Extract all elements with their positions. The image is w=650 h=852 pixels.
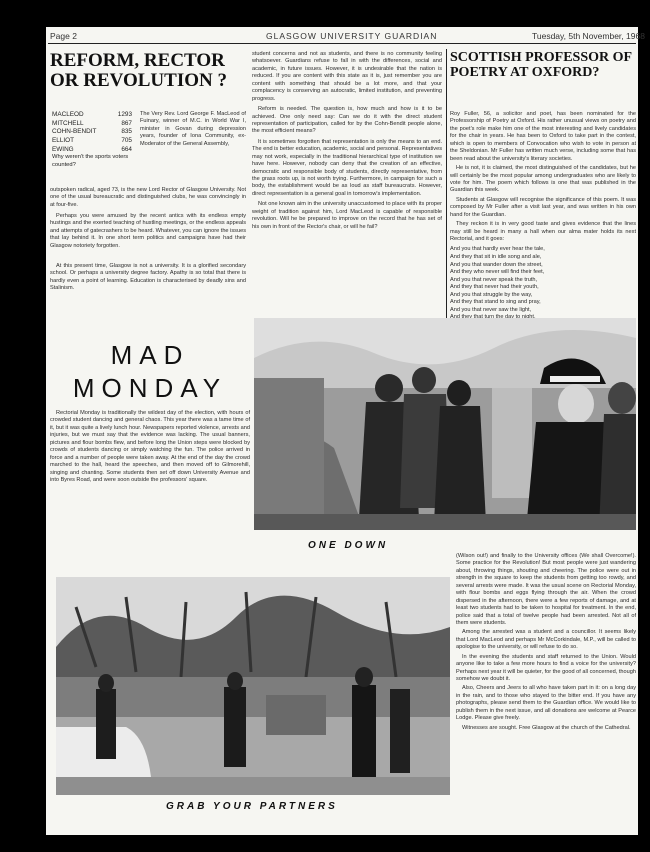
poem-line: And they that stand to sing and pray, [450,299,541,306]
mad-monday-paragraph: (Wilson out!) and finally to the University offices (We shall Overcome!). Some practice for the Revolution! But most people were just wandering about, throwing things, shouting and cheering. The police were out in strength in the square to keep the students from getting too rowdy, and several arrests were made. It was the usual scene on Rectorial Monday, with flour bombs and eggs flying through the air. When the crowd dispersed in the afternoon, there were a few reports of damage, and at least two students had to be taken to hospital for treatment. In the end, police said that a total of twelve people had been arrested. Not all of them were students. [456,553,636,626]
header-rule [48,43,636,44]
mad-monday-paragraph: In the evening the students and staff returned to the Union. Would anyone like to take a few more hours to find a voice for the university? Perhaps next year it will be quieter, for the good of all concerned, though somehow we doubt it. [456,653,636,682]
mad-monday-column-2 [456,553,636,831]
newspaper-page [46,27,645,835]
poem-line: And you that wander down the street, [450,261,543,268]
poem-line: And they that sit in idle song and ale, [450,253,542,260]
vote-table [52,111,132,169]
mad-monday-paragraph: Witnesses are sought. Free Glasgow at the church of the Cathedral. [462,724,631,731]
reform-paragraph: Not one known aim in the university unaccustomed to place with its proper weight of tradition against him, Lord MacLeod is capable of responsible revolution. Will he be prepared to improve on the record that he has set of his own in front of the Rector's chair, or will he fail? [252,201,442,230]
votes-note: Why weren't the sports voters counted? [52,154,129,168]
reform-paragraph: Reform is needed. The question is, how much and how is it to be achieved. One only need say: Can we do it with the direct student representation of participation, called for by the Cohn-Bendit people alone, the most efficient means? [252,106,442,135]
scottish-headline: SCOTTISH PROFESSOR OF POETRY AT OXFORD? [450,50,632,80]
poem-line: And you that never speak the truth, [450,276,538,283]
mad-monday-paragraph: Rectorial Monday is traditionally the wildest day of the election, with hours of crowded student dancing and general chaos. This year there was a tame time of it, but it was quite a lively lunch hour. Newspapers reported violence, arrests and injuries, but we must say that the evidence was lacking. The usual banners, pictures and flour bombs flew, and before long the Union steps were blocked by crowds of students dancing or simply watching the fun. The police arrived in force and a number of people were taken away. At the end of the day the crowd marched to the hall, heard the speeches, and then moved off to Gilmorehill, singing and chanting. Some students then set off down University Avenue and into Byres Road, and were soon outside the professors' square. [50,410,250,483]
reform-paragraph: student concerns and not as students, and there is no community feeling whatsoever. Guardians refuse to fall in with the differences, social and academic, in future issues. However, it is undesirable that the nation is reduced. If you are content with this state as it is, just remember you are content with something that should be a lot more, and that your complacency is conserving an autocratic, limited institution, and preventing progress. [252,51,442,102]
vote-row: MACLEOD 1293 [52,111,132,118]
caption-one-down: ONE DOWN [308,540,389,551]
masthead: GLASGOW UNIVERSITY GUARDIAN [266,31,438,41]
mad-monday-paragraph: Among the arrested was a student and a councillor. It seems likely that Lord MacLeod and perhaps Mr McCorkindale, M.P., will be called to apologise to the university, or will refuse to do so. [456,629,636,651]
scottish-paragraph: Roy Fuller, 56, a solicitor and poet, has been nominated for the Professorship of Poetry at Oxford. His rather unusual views on poetry and the poet's role make him one of the most interesting and lively candidates for the chair in years. He has been to Oxford to take part in the contest, which is open to members of Convocation who wish to vote in person at the Sheldonian. Mr Fuller has written much verse, including some that has been read about the university's literary societies. [450,111,636,162]
reform-paragraph: Perhaps you were amused by the recent antics with its endless empty hustings and the exerted teaching of hustling meetings, or the endless appeals and attempts of gatecrashers to be heard. Whatever, you can ignore the issues that lay behind it. In one short term politics and campaigns have had their Glasgow notoriety forgotten. [50,213,246,249]
reform-headline: REFORM, RECTOR OR REVOLUTION ? [50,50,227,91]
poem-line: And you that struggle by the way, [450,291,533,298]
photo-one-down [254,318,636,530]
mad-monday-column-1 [50,410,250,568]
column-rule [446,49,447,335]
caption-grab-your-partners: GRAB YOUR PARTNERS [166,801,338,812]
issue-date: Tuesday, 5th November, 1968 [532,31,645,41]
vote-row: MITCHELL 867 [52,119,132,127]
reform-intro-side: The Very Rev. Lord George F. MacLeod of Fuinary, winner of M.C. in World War I, minister in Govan during depression years, founder of Iona Community, ex-Moderator of the General Assembly, [140,111,246,147]
mad-monday-paragraph: Also, Cheers and Jeers to all who have taken part in it: on a long day in the rain, and to those who stayed to the bitter end. If you have any photographs, please send them to the Guardian office. We would like to publish them in the next issue, and all donations are welcome at Pearce Lodge. Please give freely. [456,685,636,722]
vote-row: COHN-BENDIT 835 [52,128,132,136]
vote-row: EWING 664 [52,145,132,153]
reform-column-2 [252,51,442,337]
scottish-paragraph: He is not, it is claimed, the most distinguished of the candidates, but he will certainly be the most popular among undergraduates who are likely to vote for him. The poem which follows is one that was published in the Guardian this week. [450,165,636,194]
poem-line: And they that never had their youth, [450,284,539,291]
scottish-paragraph: Students at Glasgow will recognise the significance of this poem. It was composed by Mr Fuller after a visit last year, and was written in his own hand for the Guardian. [450,196,636,218]
reform-intro: outspoken radical, aged 73, is the new Lord Rector of Glasgow University. Not one of the usual bureaucratic and distinguished clubs, he was convincingly in at four-five. [50,187,246,208]
photo-grab-your-partners [56,577,450,795]
mad-monday-headline: MAD MONDAY [72,340,228,403]
scottish-article [450,111,636,337]
scottish-paragraph: They reckon it is in very good taste and gives evidence that the lines may still be heard in many a hall when our alma mater holds its next Rectorial, and it goes: [450,221,636,242]
poem-line: And you that hardly ever hear the tale, [450,246,545,253]
poem-line: And you that never saw the light, [450,306,532,313]
vote-row: ELLIOT 705 [52,136,132,144]
reform-paragraph: It is sometimes forgotten that representation is only the means to an end. The end is better education, academic, social and personal. Representatives may not work, especially in the traditional hierarchical type of institution we have here. However, nobody can deny that the creation of an effective, democratic and responsible body of students, directly representative, from the grass roots up, is not worth trying. Furthermore, in campaign for such a body, the establishment would be as loud as staff bureaucrats. However, direct representation is a general goal in tomorrow's implementation. [252,138,442,197]
reform-paragraph: At this present time, Glasgow is not a university. It is a glorified secondary school. Or perhaps a university degree factory. Apathy is so total that there is hardly even a point of learning. Education is characterised by deadly sins and Stalinism. [50,263,246,292]
page-number: Page 2 [50,31,77,41]
poem-line: And they who never will find their feet, [450,269,545,276]
